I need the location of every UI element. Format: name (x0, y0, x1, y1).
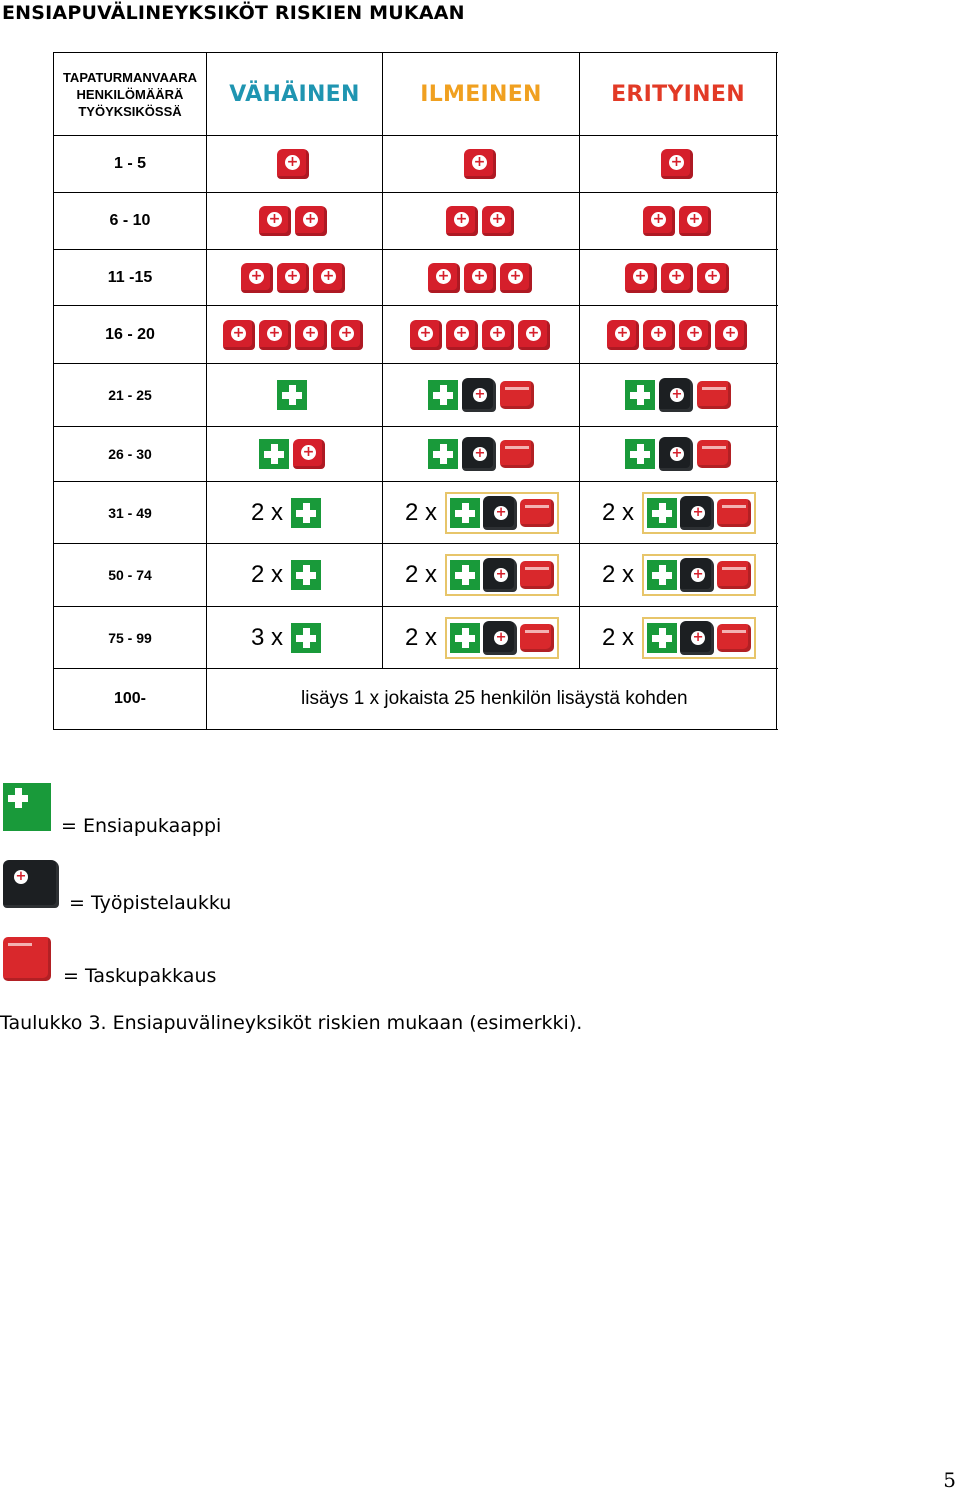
row-range: 21 - 25 (54, 364, 207, 426)
multiplier: 2 x (405, 561, 438, 588)
cell (383, 607, 580, 668)
workstation-bag-icon (483, 496, 517, 530)
first-aid-bag-icon (313, 263, 345, 293)
first-aid-cabinet-icon (450, 623, 480, 653)
first-aid-bag-icon (482, 206, 514, 236)
icon-group (383, 617, 559, 659)
cell (580, 136, 777, 192)
legend-label: = Työpistelaukku (69, 892, 232, 914)
icon-group (207, 498, 321, 528)
multiplier: 2 x (405, 498, 438, 526)
icon-group (383, 263, 532, 293)
first-aid-bag-icon (482, 320, 514, 350)
table-row (54, 544, 778, 607)
icon-group (580, 378, 731, 412)
row-range: 75 - 99 (54, 607, 207, 668)
first-aid-table (53, 52, 778, 730)
first-aid-cabinet-icon (647, 560, 677, 590)
first-aid-bag-icon (518, 320, 550, 350)
first-aid-bag-icon (428, 263, 460, 293)
icon-group (207, 439, 325, 469)
row-range: 31 - 49 (54, 482, 207, 543)
risk-level-low: VÄHÄINEN (207, 53, 383, 135)
icon-group (383, 492, 559, 534)
first-aid-bag-icon (464, 149, 496, 179)
workstation-bag-icon (462, 378, 496, 412)
cell (580, 364, 777, 426)
page-number: 5 (943, 1468, 956, 1492)
icon-group (383, 149, 496, 179)
multiplier: 2 x (251, 561, 284, 588)
cell (580, 306, 777, 363)
pocket-pack-icon (500, 381, 534, 409)
workstation-bag-icon (680, 496, 714, 530)
row-range: 26 - 30 (54, 427, 207, 481)
first-aid-bag-icon (715, 320, 747, 350)
multiplier: 2 x (405, 623, 438, 651)
cell (383, 427, 580, 481)
table-row (54, 607, 778, 669)
legend-item (3, 783, 222, 837)
first-aid-bag-icon (464, 263, 496, 293)
row-range: 16 - 20 (54, 306, 207, 363)
cell (580, 193, 777, 249)
row-range: 11 -15 (54, 250, 207, 305)
header-label: TAPATURMANVAARA HENKILÖMÄÄRÄ TYÖYKSIKÖSSÄ (62, 69, 198, 119)
first-aid-bag-icon (679, 206, 711, 236)
multiplier: 2 x (251, 498, 284, 526)
icon-group (383, 437, 534, 471)
unit-combo (445, 617, 559, 659)
pocket-pack-icon (3, 937, 51, 981)
first-aid-cabinet-icon (259, 439, 289, 469)
table-body (54, 136, 778, 669)
first-aid-bag-icon (697, 263, 729, 293)
multiplier: 2 x (602, 561, 635, 588)
legend-item (3, 860, 232, 914)
first-aid-bag-icon (679, 320, 711, 350)
first-aid-cabinet-icon (647, 498, 677, 528)
table-row (54, 364, 778, 427)
icon-group (383, 378, 534, 412)
cell (207, 427, 383, 481)
cell (383, 193, 580, 249)
first-aid-bag-icon (446, 320, 478, 350)
multiplier: 2 x (602, 623, 635, 651)
first-aid-cabinet-icon (291, 623, 321, 653)
icon-group (580, 263, 729, 293)
icon-group (207, 263, 345, 293)
cell (580, 427, 777, 481)
icon-group (580, 437, 731, 471)
pocket-pack-icon (500, 440, 534, 468)
cell (383, 136, 580, 192)
table-header-row (54, 53, 778, 136)
workstation-bag-icon (462, 437, 496, 471)
icon-group (383, 320, 550, 350)
first-aid-bag-icon (295, 206, 327, 236)
icon-group (207, 149, 309, 179)
unit-combo (445, 554, 559, 596)
first-aid-cabinet-icon (428, 380, 458, 410)
first-aid-bag-icon (259, 320, 291, 350)
table-row (54, 250, 778, 306)
unit-combo (642, 554, 756, 596)
first-aid-cabinet-icon (450, 560, 480, 590)
first-aid-cabinet-icon (647, 623, 677, 653)
table-row (54, 482, 778, 544)
cell (207, 250, 383, 305)
cell (383, 482, 580, 543)
workstation-bag-icon (483, 621, 517, 655)
header-label-cell (54, 53, 207, 135)
table-row (54, 427, 778, 482)
first-aid-bag-icon (241, 263, 273, 293)
cell (207, 544, 383, 606)
table-row-100 (54, 669, 778, 730)
first-aid-bag-icon (607, 320, 639, 350)
legend-label: = Taskupakkaus (63, 965, 217, 987)
icon-group (580, 206, 711, 236)
row-note: lisäys 1 x jokaista 25 henkilön lisäystä kohden (301, 688, 688, 709)
page-title: ENSIAPUVÄLINEYKSIKÖT RISKIEN MUKAAN (2, 2, 465, 24)
workstation-bag-icon (680, 558, 714, 592)
icon-group (580, 149, 693, 179)
icon-group (207, 380, 307, 410)
cell (207, 136, 383, 192)
row-range: 6 - 10 (54, 193, 207, 249)
pocket-pack-icon (697, 440, 731, 468)
first-aid-cabinet-icon (277, 380, 307, 410)
pocket-pack-icon (717, 499, 751, 527)
first-aid-cabinet-icon (291, 498, 321, 528)
table-row (54, 193, 778, 250)
unit-combo (642, 492, 756, 534)
workstation-bag-icon (3, 860, 59, 908)
icon-group (580, 554, 756, 596)
first-aid-bag-icon (410, 320, 442, 350)
first-aid-cabinet-icon (3, 783, 51, 831)
first-aid-bag-icon (277, 149, 309, 179)
unit-combo (642, 617, 756, 659)
first-aid-bag-icon (643, 206, 675, 236)
row-note-cell (207, 669, 777, 729)
first-aid-bag-icon (661, 149, 693, 179)
pocket-pack-icon (697, 381, 731, 409)
workstation-bag-icon (483, 558, 517, 592)
first-aid-bag-icon (446, 206, 478, 236)
cell (383, 544, 580, 606)
cell (207, 306, 383, 363)
pocket-pack-icon (717, 561, 751, 589)
icon-group (207, 206, 327, 236)
first-aid-cabinet-icon (291, 560, 321, 590)
first-aid-cabinet-icon (625, 439, 655, 469)
pocket-pack-icon (520, 499, 554, 527)
cell (580, 607, 777, 668)
pocket-pack-icon (717, 624, 751, 652)
table-caption: Taulukko 3. Ensiapuvälineyksiköt riskien mukaan (esimerkki). (0, 1012, 583, 1034)
cell (207, 364, 383, 426)
icon-group (383, 554, 559, 596)
icon-group (207, 320, 363, 350)
workstation-bag-icon (659, 437, 693, 471)
icon-group (383, 206, 514, 236)
first-aid-bag-icon (277, 263, 309, 293)
pocket-pack-icon (520, 624, 554, 652)
icon-group (207, 560, 321, 590)
first-aid-bag-icon (331, 320, 363, 350)
cell (580, 250, 777, 305)
icon-group (580, 492, 756, 534)
multiplier: 2 x (602, 498, 635, 526)
risk-level-high: ERITYINEN (580, 53, 777, 135)
table-row (54, 136, 778, 193)
legend-item (3, 937, 217, 987)
risk-level-medium: ILMEINEN (383, 53, 580, 135)
cell (383, 250, 580, 305)
legend-label: = Ensiapukaappi (61, 815, 222, 837)
first-aid-bag-icon (500, 263, 532, 293)
first-aid-cabinet-icon (625, 380, 655, 410)
first-aid-bag-icon (259, 206, 291, 236)
table-row (54, 306, 778, 364)
first-aid-bag-icon (295, 320, 327, 350)
first-aid-bag-icon (643, 320, 675, 350)
cell (207, 607, 383, 668)
multiplier: 3 x (251, 623, 284, 651)
unit-combo (445, 492, 559, 534)
workstation-bag-icon (680, 621, 714, 655)
cell (207, 482, 383, 543)
first-aid-cabinet-icon (428, 439, 458, 469)
row-range: 100- (54, 669, 207, 729)
first-aid-bag-icon (223, 320, 255, 350)
cell (207, 193, 383, 249)
icon-group (580, 617, 756, 659)
cell (383, 306, 580, 363)
first-aid-bag-icon (661, 263, 693, 293)
first-aid-bag-icon (625, 263, 657, 293)
cell (580, 544, 777, 606)
pocket-pack-icon (520, 561, 554, 589)
cell (383, 364, 580, 426)
row-range: 1 - 5 (54, 136, 207, 192)
icon-group (207, 623, 321, 653)
cell (580, 482, 777, 543)
first-aid-cabinet-icon (450, 498, 480, 528)
icon-group (580, 320, 747, 350)
row-range: 50 - 74 (54, 544, 207, 606)
first-aid-bag-icon (293, 439, 325, 469)
workstation-bag-icon (659, 378, 693, 412)
